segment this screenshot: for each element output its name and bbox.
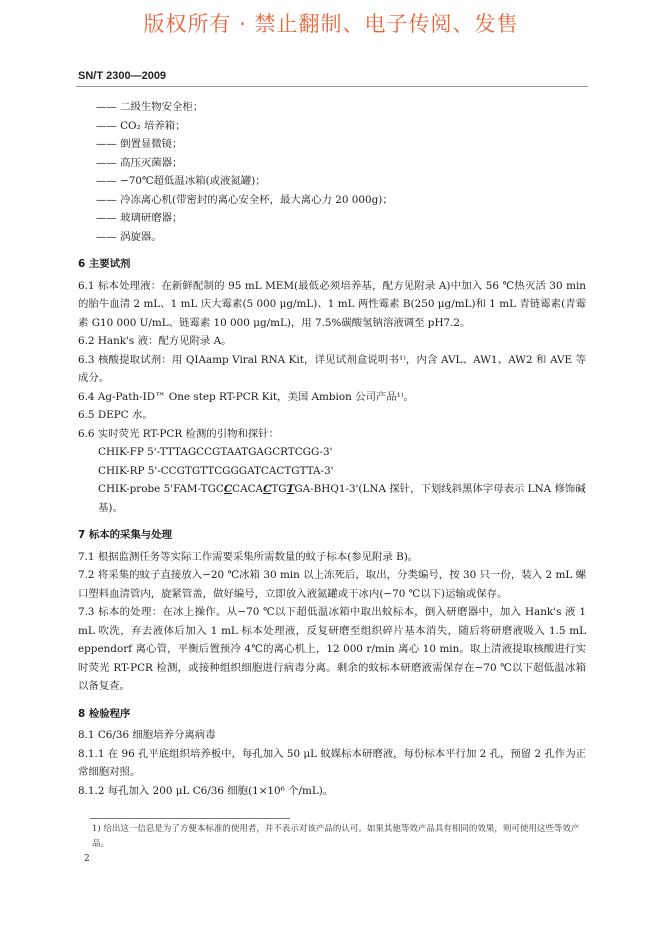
page-number: 2 (84, 854, 90, 864)
primer-reverse: CHIK-RP 5'-CCGTGTTCGGGATCACTGTTA-3' (98, 464, 334, 477)
section-6-title: 6 主要试剂 (78, 258, 131, 270)
clause-6-5: 6.5 DEPC 水。 (78, 409, 153, 421)
equipment-list (78, 98, 586, 246)
clause-7-2: 7.2 将采集的蚊子直接放入−20 ℃冰箱 30 min 以上冻死后，取出，分类编号，按 30 只一份，装入 2 mL 螺口塑料血清管内，旋紧管盖，做好编号，立即放入液氮罐或干冰内(−70 ℃以下)运输或保存。 (78, 569, 586, 600)
equipment-item: —— −70℃超低温冰箱(或液氮罐)； (96, 175, 266, 187)
probe-part: CHIK-probe 5'FAM-TGC (98, 483, 224, 495)
lna-base: C (223, 483, 233, 495)
standard-number-header: SN/T 2300—2009 (78, 70, 167, 82)
equipment-item: —— 高压灭菌器； (96, 156, 183, 169)
primer-forward: CHIK-FP 5'-TTTAGCCGTAATGAGCRTCGG-3' (98, 446, 333, 458)
document-body (78, 98, 586, 800)
footnote: 1) 给出这一信息是为了方便本标准的使用者，并不表示对该产品的认可。如果其他等效产品具有相同的效果，则可使用这些等效产品。 (92, 824, 580, 849)
equipment-item: —— CO₂ 培养箱； (96, 119, 186, 132)
lna-base: T (286, 483, 295, 495)
clause-8-1-2: 8.1.2 每孔加入 200 μL C6/36 细胞(1×10⁶ 个/mL)。 (78, 784, 334, 797)
equipment-item: —— 冷冻离心机(带密封的离心安全杯，最大离心力 20 000g)； (96, 193, 393, 206)
clause-6-2: 6.2 Hank's 液：配方见附录 A。 (78, 335, 232, 347)
probe-part: GA-BHQ1-3'(LNA 探针，下划线斜黑体字母表示 LNA 修饰碱基)。 (98, 483, 586, 514)
clause-8-1: 8.1 C6/36 细胞培养分离病毒 (78, 729, 216, 741)
equipment-item: —— 二级生物安全柜； (96, 101, 204, 113)
clause-7-1: 7.1 根据监测任务等实际工作需要采集所需数量的蚊子标本(参见附录 B)。 (78, 550, 419, 563)
section-7-title: 7 标本的采集与处理 (78, 529, 172, 541)
lna-base: C (263, 483, 272, 495)
equipment-item: —— 倒置显微镜； (96, 138, 183, 150)
footnote-divider (90, 818, 290, 819)
probe-sequence (78, 480, 586, 517)
probe-part: CACA (232, 483, 264, 495)
probe-part: TG (271, 483, 287, 495)
clause-7-3: 7.3 标本的处理：在冰上操作。从−70 ℃以下超低温冰箱中取出蚊标本，倒入研磨器中，加入 Hank's 液 1 mL 吹洗，弃去液体后加入 1 mL 标本处理液，反复研磨至组织碎片基本消失，随后将研磨液吸入 1.5 mL eppendorf 离心管，平衡后置预冷 4℃的离心机上，12 000 r/min 离心 10 min。取上清液提取核酸进行实时荧光 RT-PCR 检测，或接种组织细胞进行病毒分离。剩余的蚊标本研磨液需保存在−70 ℃以下超低温冰箱以备复查。 (78, 606, 586, 692)
equipment-item: —— 涡旋器。 (96, 230, 162, 243)
header-divider (76, 86, 588, 87)
clause-6-4: 6.4 Ag-Path-ID™ One step RT-PCR Kit，美国 Ambion 公司产品¹⁾。 (78, 390, 414, 403)
clause-6-1: 6.1 标本处理液：在新鲜配制的 95 mL MEM(最低必须培养基，配方见附录 A)中加入 56 ℃热灭活 30 min的胎牛血清 2 mL、1 mL 庆大霉素(5 000 μg/mL)、1 mL 两性霉素 B(250 μg/mL)和 1 mL 青链霉素(青霉素 G10 000 U/mL、链霉素 10 000 μg/mL)，用 7.5%碳酸氢钠溶液调至 pH7.2。 (78, 279, 586, 329)
section-8-title: 8 检验程序 (78, 707, 131, 720)
clause-8-1-1: 8.1.1 在 96 孔平底组织培养板中，每孔加入 50 μL 蚊媒标本研磨液，每份标本平行加 2 孔，预留 2 孔作为正常细胞对照。 (78, 747, 586, 778)
clause-6-3: 6.3 核酸提取试剂：用 QIAamp Viral RNA Kit，详见试剂盒说明书¹⁾，内含 AVL、AW1、AW2 和 AVE 等成分。 (78, 353, 586, 384)
equipment-item: —— 玻璃研磨器； (96, 212, 183, 224)
clause-6-6: 6.6 实时荧光 RT-PCR 检测的引物和探针： (78, 427, 280, 440)
copyright-watermark: 版权所有 · 禁止翻制、电子传阅、发售 (143, 12, 519, 36)
